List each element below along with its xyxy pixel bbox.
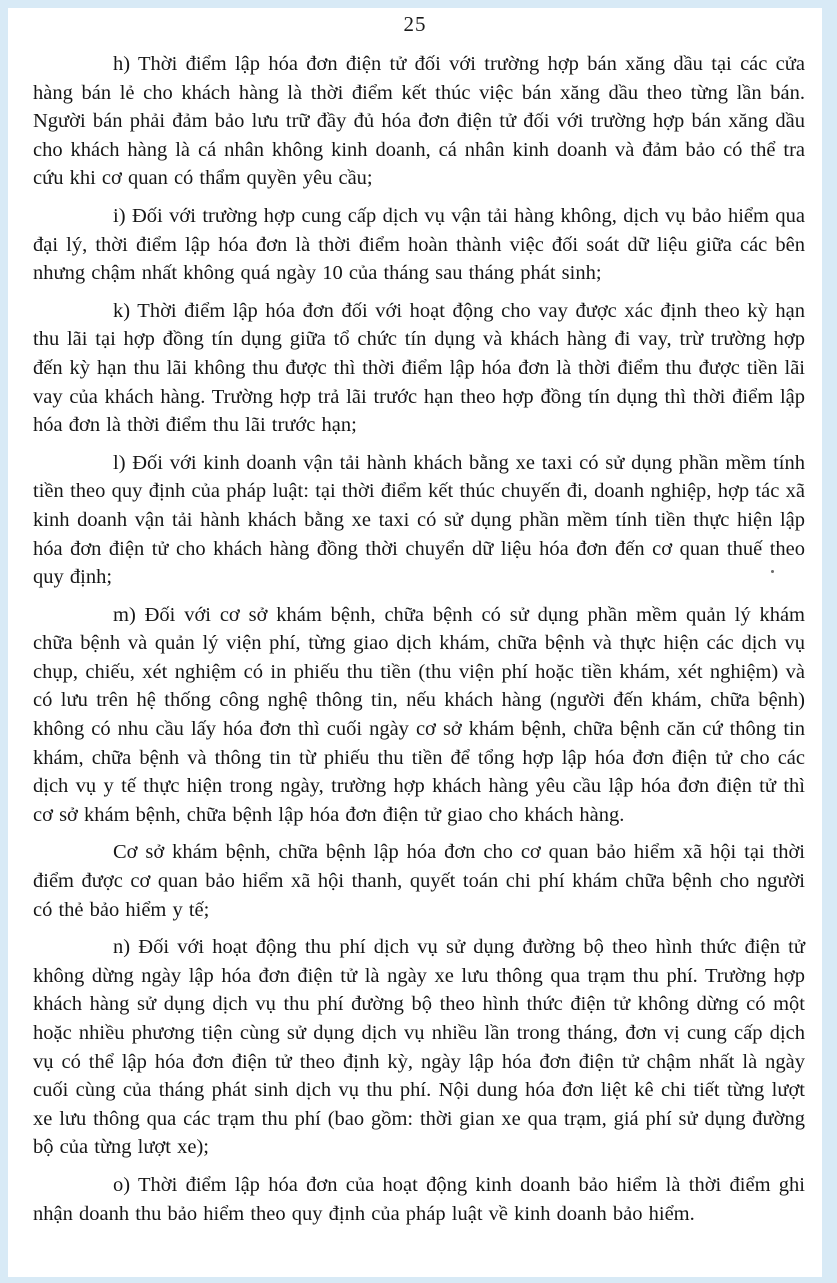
paragraph-h: h) Thời điểm lập hóa đơn điện tử đối với trường hợp bán xăng dầu tại các cửa hàng bán lẻ cho khách hàng là thời điểm kết thúc việc bán xăng dầu theo từng lần bán. Người bán phải đảm bảo lưu trữ đầy đủ hóa đơn điện tử đối với trường hợp bán xăng dầu cho khách hàng là cá nhân không kinh doanh, cá nhân kinh doanh và đảm bảo có thể tra cứu khi cơ quan có thẩm quyền yêu cầu; [33,53,805,190]
paragraph-n: n) Đối với hoạt động thu phí dịch vụ sử dụng đường bộ theo hình thức điện tử không dừng ngày lập hóa đơn điện tử là ngày xe lưu thông qua trạm thu phí. Trường hợp khách hàng sử dụng dịch vụ thu phí đường bộ theo hình thức điện tử không dừng có một hoặc nhiều phương tiện cùng sử dụng dịch vụ nhiều lần trong tháng, đơn vị cung cấp dịch vụ có thể lập hóa đơn điện tử theo định kỳ, ngày lập hóa đơn điện tử chậm nhất là ngày cuối cùng của tháng phát sinh dịch vụ thu phí. Nội dung hóa đơn liệt kê chi tiết từng lượt xe lưu thông qua các trạm thu phí (bao gồm: thời gian xe qua trạm, giá phí sử dụng đường bộ của từng lượt xe); [33,936,805,1159]
paragraph-m-continued: Cơ sở khám bệnh, chữa bệnh lập hóa đơn cho cơ quan bảo hiểm xã hội tại thời điểm được cơ quan bảo hiểm xã hội thanh, quyết toán chi phí khám chữa bệnh cho người có thẻ bảo hiểm y tế; [33,841,805,921]
document-body-text [8,50,822,1228]
paragraph-l: l) Đối với kinh doanh vận tải hành khách bằng xe taxi có sử dụng phần mềm tính tiền theo quy định của pháp luật: tại thời điểm kết thúc chuyến đi, doanh nghiệp, hợp tác xã kinh doanh vận tải hành khách bằng xe taxi có sử dụng phần mềm tính tiền thực hiện lập hóa đơn điện tử cho khách hàng đồng thời chuyển dữ liệu hóa đơn đến cơ quan thuế theo quy định; [33,451,805,589]
paragraph-i: i) Đối với trường hợp cung cấp dịch vụ vận tải hàng không, dịch vụ bảo hiểm qua đại lý, thời điểm lập hóa đơn là thời điểm hoàn thành việc đối soát dữ liệu giữa các bên nhưng chậm nhất không quá ngày 10 của tháng sau tháng phát sinh; [33,204,805,285]
document-page [8,8,822,1277]
page-number: 25 [403,12,427,36]
scan-artifact-dot [771,570,774,573]
paragraph-o: o) Thời điểm lập hóa đơn của hoạt động kinh doanh bảo hiểm là thời điểm ghi nhận doanh thu bảo hiểm theo quy định của pháp luật về kinh doanh bảo hiểm. [33,1173,805,1225]
paragraph-k: k) Thời điểm lập hóa đơn đối với hoạt động cho vay được xác định theo kỳ hạn thu lãi tại hợp đồng tín dụng giữa tổ chức tín dụng và khách hàng đi vay, trừ trường hợp đến kỳ hạn thu lãi không thu được thì thời điểm lập hóa đơn là thời điểm thu được tiền lãi vay của khách hàng. Trường hợp trả lãi trước hạn theo hợp đồng tín dụng thì thời điểm lập hóa đơn là thời điểm thu lãi trước hạn; [33,299,805,437]
paragraph-m: m) Đối với cơ sở khám bệnh, chữa bệnh có sử dụng phần mềm quản lý khám chữa bệnh và quản lý viện phí, từng giao dịch khám, chữa bệnh và thực hiện các dịch vụ chụp, chiếu, xét nghiệm có in phiếu thu tiền (thu viện phí hoặc tiền khám, xét nghiệm) và có lưu trên hệ thống công nghệ thông tin, nếu khách hàng (người đến khám, chữa bệnh) không có nhu cầu lấy hóa đơn thì cuối ngày cơ sở khám bệnh, chữa bệnh căn cứ thông tin khám, chữa bệnh và thông tin từ phiếu thu tiền để tổng hợp lập hóa đơn điện tử cho các dịch vụ y tế thực hiện trong ngày, trường hợp khách hàng yêu cầu lập hóa đơn điện tử thì cơ sở khám bệnh, chữa bệnh lập hóa đơn điện tử giao cho khách hàng. [33,603,805,826]
